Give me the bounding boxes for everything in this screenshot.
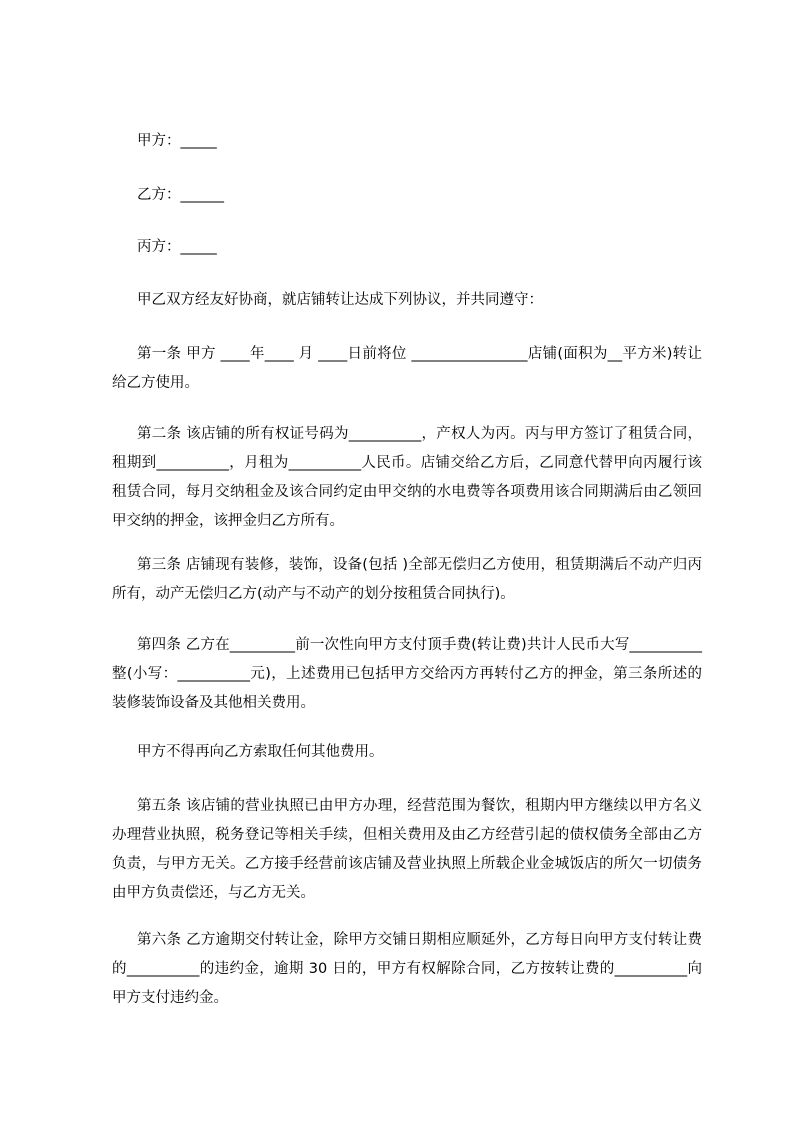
article-3-paragraph: 第三条 店铺现有装修，装饰，设备(包括 )全部无偿归乙方使用，租赁期满后不动产归丙所有，动产无偿归乙方(动产与不动产的划分按租赁合同执行)。 (112, 557, 702, 602)
party-a-line: 甲方：_____ (137, 133, 217, 149)
party-c-line: 丙方：_____ (137, 239, 217, 255)
article-1-paragraph: 第一条 甲方 ____年____ 月 ____日前将位 ________________店铺(面积为__平方米)转让给乙方使用。 (112, 346, 702, 391)
party-b-line: 乙方：______ (137, 187, 224, 203)
article-2-paragraph: 第二条 该店铺的所有权证号码为__________，产权人为丙。丙与甲方签订了租赁合同，租期到__________，月租为__________人民币。店铺交给乙方后，乙同意代替甲向丙履行该租赁合同，每月交纳租金及该合同约定由甲交纳的水电费等各项费用该合同期满后由乙领回甲交纳的押金，该押金归乙方所有。 (112, 426, 702, 529)
article-6-paragraph: 第六条 乙方逾期交付转让金，除甲方交铺日期相应顺延外，乙方每日向甲方支付转让费的__________的违约金，逾期 30 日的，甲方有权解除合同，乙方按转让费的__________向甲方支付违约金。 (112, 932, 702, 1006)
preamble-paragraph: 甲乙双方经友好协商，就店铺转让达成下列协议，并共同遵守： (137, 292, 543, 308)
article-4-paragraph: 第四条 乙方在_________前一次性向甲方支付顶手费(转让费)共计人民币大写__________整(小写：__________元)，上述费用已包括甲方交给丙方再转付乙方的押金，第三条所述的装修装饰设备及其他相关费用。 (112, 637, 702, 711)
article-5-paragraph: 第五条 该店铺的营业执照已由甲方办理，经营范围为餐饮，租期内甲方继续以甲方名义办理营业执照，税务登记等相关手续，但相关费用及由乙方经营引起的债权债务全部由乙方负责，与甲方无关。乙方接手经营前该店铺及营业执照上所载企业金城饭店的所欠一切债务由甲方负责偿还，与乙方无关。 (112, 798, 702, 901)
no-other-fees-paragraph: 甲方不得再向乙方索取任何其他费用。 (137, 744, 384, 760)
